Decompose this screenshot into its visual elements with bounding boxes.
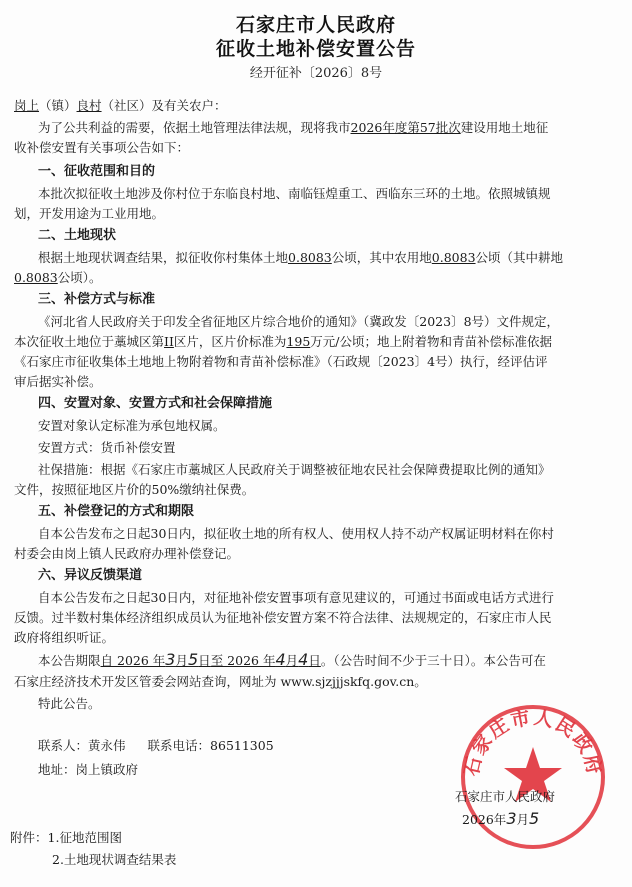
period-from-year: 自 2026 年 [100,653,166,668]
attachments-line-1 [10,828,122,846]
closing-line: 特此公告。 [38,696,101,711]
title-line-1: 石家庄市人民政府 [235,14,396,36]
section-1-line-2: 划，开发用途为工业用地。 [14,206,165,221]
attachments-label: 附件： [10,830,48,845]
period-to-day: 4 [298,650,309,669]
section-5-heading: 五、补偿登记的方式和期限 [38,504,195,519]
area-farm: 0.8083 [431,250,476,265]
contact-phone: 86511305 [210,738,274,753]
addressee-town-suffix: （镇） [39,98,77,113]
contact-phone-label: 联系电话： [147,738,211,753]
address-value: 岗上镇政府 [75,762,139,777]
period-from-month-suffix: 月 [175,653,188,668]
section-3-line-1: 《河北省人民政府关于印发全省征地区片综合地价的通知》（冀政发〔2023〕8号）文件规定， [38,314,560,329]
intro-text-b: 建设用地土地征 [460,120,549,135]
s2-text-b: 公顷，其中农用地 [331,250,432,265]
contact-person-label: 联系人： [38,738,89,753]
attachment-2: 2.土地现状调查结果表 [52,852,177,867]
intro-line-2: 收补偿安置有关事项公告如下： [14,140,190,155]
s3-text-c: 万元/公顷；地上附着物和青苗补偿标准依据 [310,334,552,349]
section-1-line-1: 本批次拟征收土地涉及你村位于东临良村地、南临钰煌重工、西临东三环的土地。依照城镇规 [38,186,551,201]
addressee-town: 岗上 [14,98,40,113]
section-3-line-3: 《石家庄市征收集体土地地上物附着物和青苗补偿标准》（石政规〔2023〕4号）执行，经评估评 [14,354,548,369]
section-2-heading: 二、土地现状 [38,228,117,243]
section-3-line-4: 审后据实补偿。 [14,374,102,389]
addressee-line [14,96,589,116]
title-line-2: 征收土地补偿安置公告 [215,38,416,60]
section-4-line-2: 安置方式：货币补偿安置 [38,440,176,455]
contact-person: 黄永伟 [88,738,126,753]
period-to-day-suffix: 日 [308,653,321,668]
attachment-1: 1.征地范围图 [47,830,122,845]
section-2-line-1 [38,248,613,268]
section-4-heading: 四、安置对象、安置方式和社会保障措施 [38,396,273,411]
intro-line-1 [38,118,613,138]
section-6-heading: 六、异议反馈渠道 [38,568,143,583]
section-6-line-2: 反馈。过半数村集体经济组织成员认为征地补偿安置方案不符合法律、法规规定的，石家庄市人民 [14,610,552,625]
area-total: 0.8083 [288,250,332,265]
section-4-line-1: 安置对象认定标准为承包地权属。 [38,418,226,433]
section-5-line-2: 村委会由岗上镇人民政府办理补偿登记。 [14,546,240,561]
period-from-day-suffix: 日 [198,653,211,668]
s2-text-d: 公顷）。 [57,270,102,285]
addressee-village-suffix: （社区）及有关农户： [101,98,227,113]
section-6-line-3: 政府将组织听证。 [14,630,115,645]
s3-text-a: 本次征收土地位于藁城区第 [14,334,165,349]
section-4-line-3: 社保措施：根据《石家庄市藁城区人民政府关于调整被征地农民社会保障费提取比例的通知》 [38,462,551,477]
signing-date [462,809,539,828]
period-to-month-suffix: 月 [285,653,299,668]
period-label: 本公告期限 [38,653,101,668]
period-to-month: 4 [275,650,286,669]
sign-month-suffix: 月 [516,812,530,827]
s3-text-b: 区片，区片价标准为 [173,334,287,349]
section-3-line-2 [14,332,589,352]
period-from-day: 5 [187,650,199,669]
period-to-year: 至 2026 年 [210,653,276,668]
s2-text-a: 根据土地现状调查结果，拟征收你村集体土地 [38,250,289,265]
sign-day: 5 [529,809,540,828]
period-from-month: 3 [165,650,176,669]
area-arable: 0.8083 [14,270,58,285]
sign-year: 2026年 [462,812,507,827]
website-line: 石家庄经济技术开发区管委会网站查询，网址为 www.sjzjjjskfq.gov.cn。 [14,674,427,689]
notice-period-line [38,650,613,671]
price: 195 [286,334,311,349]
sign-month: 3 [506,809,517,828]
intro-batch: 2026年度第57批次 [350,120,461,135]
section-1-heading: 一、征收范围和目的 [38,164,156,179]
addressee-village: 良村 [76,98,102,113]
document-number: 经开征补〔2026〕8号 [249,66,383,81]
section-4-line-4: 文件，按照征地区片价的50%缴纳社保费。 [14,482,255,497]
section-6-line-1: 自本公告发布之日起30日内，对征地补偿安置事项有意见建议的，可通过书面或电话方式进行 [38,590,554,605]
s2-text-c: 公顷（其中耕地 [475,250,564,265]
section-5-line-1: 自本公告发布之日起30日内，拟征收土地的所有权人、使用权人持不动产权属证明材料在你村 [38,526,554,541]
seal-text: 石家庄市人民政府 [460,706,606,779]
address-label: 地址： [38,762,76,777]
district: II [164,334,174,349]
signing-organization: 石家庄市人民政府 [455,789,556,804]
official-seal [458,702,608,852]
period-note: 。（公告时间不少于三十日）。本公告可在 [320,653,546,668]
section-2-line-2 [14,268,589,288]
intro-text-a: 为了公共利益的需要，依据土地管理法律法规，现将我市 [38,120,351,135]
section-3-heading: 三、补偿方式与标准 [38,292,156,307]
